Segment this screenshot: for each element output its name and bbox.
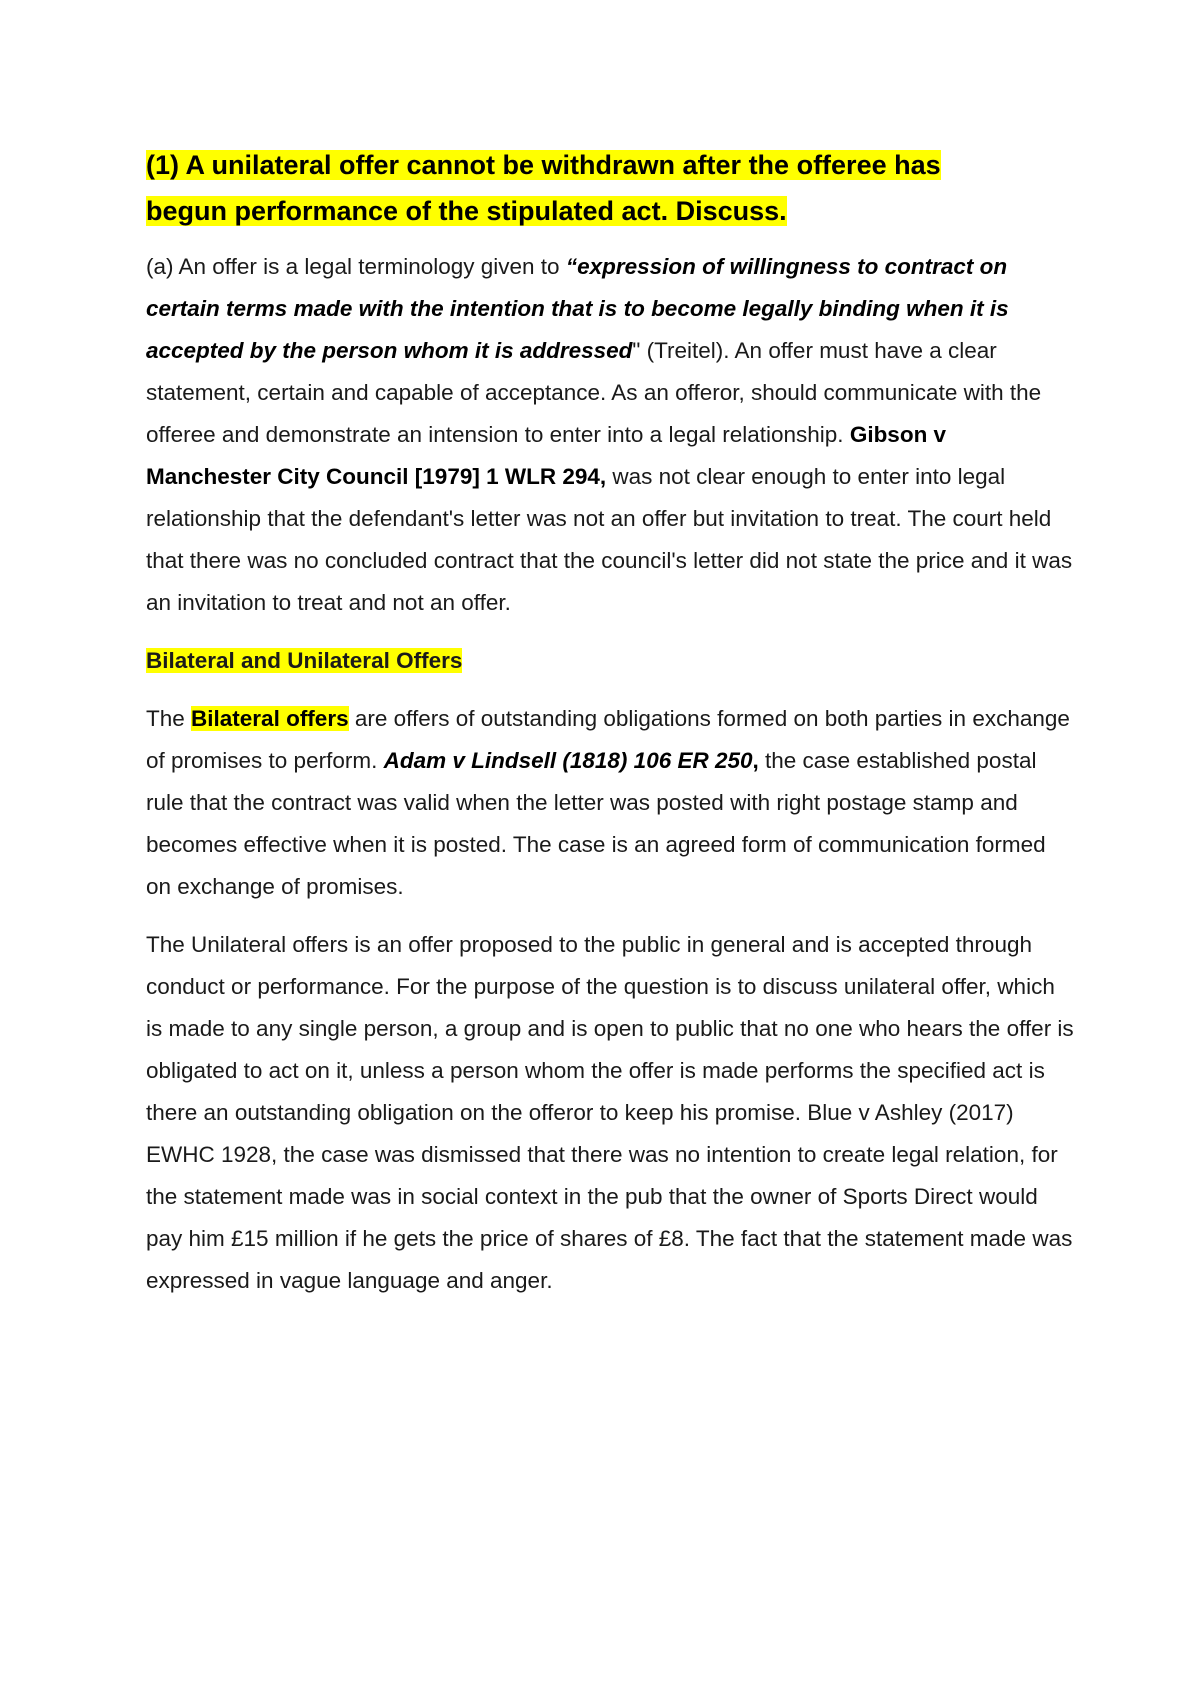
highlighted-term: Bilateral offers: [191, 706, 349, 731]
title-line-1: (1) A unilateral offer cannot be withdrawn after the offeree has: [146, 150, 941, 180]
paragraph-text: " (Treitel). An offer must have a clear statement, certain and capable of acceptance. As an offeror, should communicate with the offeree and demonstrate an intension to enter into a legal relationship.: [146, 338, 1042, 447]
paragraph-text: the case established postal rule that the contract was valid when the letter was posted with right postage stamp and becomes effective when it is posted. The case is an agreed form of communication formed on exchange of promises.: [146, 748, 1046, 899]
paragraph-bilateral-offers: [146, 698, 1076, 908]
paragraph-text: are offers of outstanding obligations formed on both parties in exchange of promises to perform.: [146, 706, 1070, 773]
document-page: [146, 142, 1076, 1318]
section-heading-text: Bilateral and Unilateral Offers: [146, 648, 463, 673]
question-title: [146, 142, 1076, 234]
case-citation-adam: Adam v Lindsell (1818) 106 ER 250: [383, 748, 753, 773]
paragraph-text: The: [146, 706, 192, 731]
paragraph-text: was not clear enough to enter into legal relationship that the defendant's letter was not an offer but invitation to treat. The court held that there was no concluded contract that the council's letter did not state the price and it was an invitation to treat and not an offer.: [146, 464, 1073, 615]
paragraph-intro: (a) An offer is a legal terminology given to: [146, 254, 566, 279]
paragraph-unilateral-offers: The Unilateral offers is an offer proposed to the public in general and is accepted through conduct or performance. For the purpose of the question is to discuss unilateral offer, which is made to any single person, a group and is open to public that no one who hears the offer is obligated to act on it, unless a person whom the offer is made performs the specified act is there an outstanding obligation on the offeror to keep his promise. Blue v Ashley (2017) EWHC 1928, the case was dismissed that there was no intention to create legal relation, for the statement made was in social context in the pub that the owner of Sports Direct would pay him £15 million if he gets the price of shares of £8. The fact that the statement made was expressed in vague language and anger.: [146, 932, 1074, 1293]
paragraph-offer-definition: [146, 246, 1076, 624]
section-heading: [146, 640, 1076, 682]
title-line-2: begun performance of the stipulated act. Discuss.: [146, 196, 787, 226]
treitel-quote: “expression of willingness to contract on certain terms made with the intention that is to become legally binding when it is accepted by the person whom it is addressed: [146, 254, 1009, 363]
citation-comma: ,: [752, 748, 759, 773]
case-citation-gibson: Gibson v Manchester City Council [1979] 1 WLR 294,: [146, 422, 947, 489]
